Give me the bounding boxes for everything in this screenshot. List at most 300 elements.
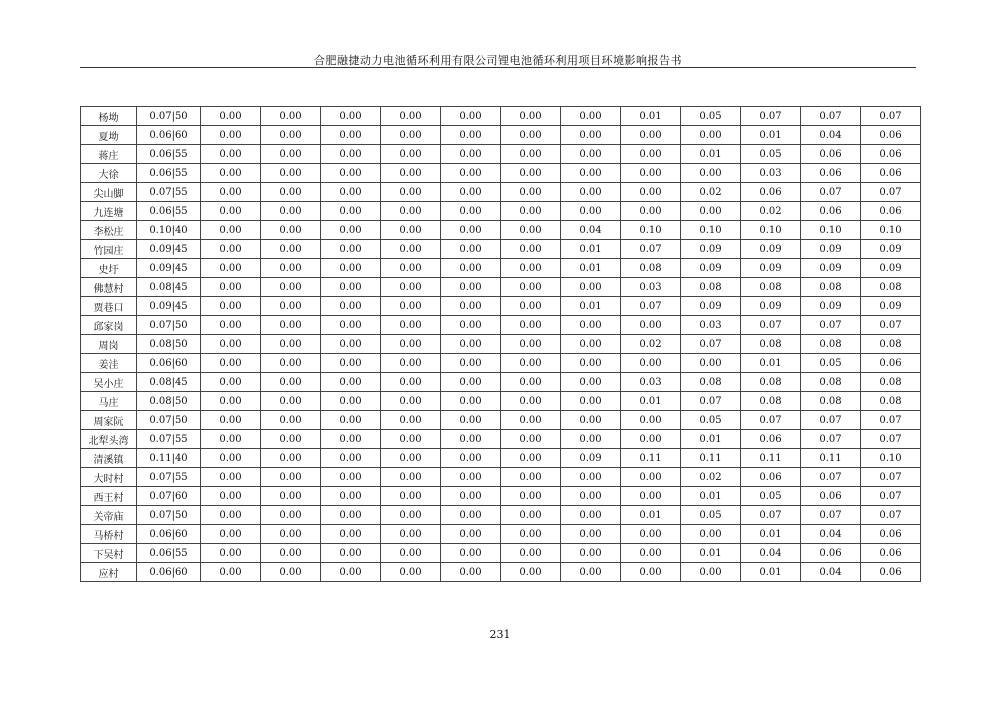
value-cell: 0.11 (801, 449, 861, 468)
value-cell: 0.01 (741, 563, 801, 582)
max-value-cell: 0.06|55 (137, 145, 201, 164)
max-value-cell: 0.08|45 (137, 373, 201, 392)
value-cell: 0.07 (741, 411, 801, 430)
value-cell: 0.00 (441, 240, 501, 259)
value-cell: 0.00 (381, 240, 441, 259)
value-cell: 0.09 (741, 297, 801, 316)
value-cell: 0.07 (861, 487, 921, 506)
value-cell: 0.00 (501, 278, 561, 297)
location-name-cell: 应村 (81, 563, 137, 582)
value-cell: 0.05 (801, 354, 861, 373)
value-cell: 0.00 (561, 126, 621, 145)
location-name-cell: 下吴村 (81, 544, 137, 563)
max-value-cell: 0.09|45 (137, 259, 201, 278)
value-cell: 0.00 (321, 525, 381, 544)
value-cell: 0.08 (861, 392, 921, 411)
max-value-cell: 0.07|55 (137, 183, 201, 202)
value-cell: 0.10 (801, 221, 861, 240)
value-cell: 0.08 (861, 278, 921, 297)
value-cell: 0.00 (381, 164, 441, 183)
value-cell: 0.00 (321, 221, 381, 240)
value-cell: 0.00 (561, 107, 621, 126)
value-cell: 0.00 (201, 430, 261, 449)
table-row (81, 411, 921, 430)
value-cell: 0.00 (321, 506, 381, 525)
location-name-cell: 夏坳 (81, 126, 137, 145)
value-cell: 0.07 (801, 468, 861, 487)
max-value-cell: 0.06|55 (137, 202, 201, 221)
value-cell: 0.00 (201, 278, 261, 297)
max-value-cell: 0.06|60 (137, 525, 201, 544)
value-cell: 0.00 (621, 525, 681, 544)
location-name-cell: 马桥村 (81, 525, 137, 544)
value-cell: 0.00 (621, 354, 681, 373)
value-cell: 0.00 (381, 221, 441, 240)
value-cell: 0.07 (741, 316, 801, 335)
value-cell: 0.00 (201, 392, 261, 411)
location-name-cell: 清溪镇 (81, 449, 137, 468)
location-name-cell: 九连塘 (81, 202, 137, 221)
value-cell: 0.05 (681, 506, 741, 525)
page-number: 231 (489, 628, 511, 641)
max-value-cell: 0.06|55 (137, 544, 201, 563)
table-row (81, 145, 921, 164)
max-value-cell: 0.07|50 (137, 107, 201, 126)
table-row (81, 354, 921, 373)
value-cell: 0.08 (741, 392, 801, 411)
value-cell: 0.06 (861, 145, 921, 164)
value-cell: 0.00 (261, 240, 321, 259)
value-cell: 0.00 (681, 202, 741, 221)
location-name-cell: 姜洼 (81, 354, 137, 373)
value-cell: 0.08 (861, 335, 921, 354)
value-cell: 0.06 (801, 164, 861, 183)
value-cell: 0.00 (261, 563, 321, 582)
value-cell: 0.07 (621, 240, 681, 259)
value-cell: 0.09 (861, 259, 921, 278)
value-cell: 0.00 (561, 373, 621, 392)
value-cell: 0.08 (801, 392, 861, 411)
value-cell: 0.00 (621, 126, 681, 145)
value-cell: 0.07 (861, 107, 921, 126)
value-cell: 0.07 (681, 335, 741, 354)
table-row (81, 449, 921, 468)
value-cell: 0.00 (381, 468, 441, 487)
value-cell: 0.06 (861, 202, 921, 221)
value-cell: 0.01 (741, 525, 801, 544)
max-value-cell: 0.09|45 (137, 240, 201, 259)
max-value-cell: 0.06|55 (137, 164, 201, 183)
value-cell: 0.00 (321, 297, 381, 316)
value-cell: 0.00 (501, 563, 561, 582)
value-cell: 0.00 (261, 183, 321, 202)
value-cell: 0.09 (681, 240, 741, 259)
value-cell: 0.00 (261, 468, 321, 487)
value-cell: 0.09 (561, 449, 621, 468)
value-cell: 0.00 (321, 335, 381, 354)
value-cell: 0.06 (861, 354, 921, 373)
value-cell: 0.11 (621, 449, 681, 468)
value-cell: 0.00 (561, 487, 621, 506)
value-cell: 0.00 (621, 316, 681, 335)
value-cell: 0.00 (501, 259, 561, 278)
value-cell: 0.00 (321, 316, 381, 335)
value-cell: 0.05 (741, 487, 801, 506)
value-cell: 0.00 (501, 240, 561, 259)
value-cell: 0.00 (441, 316, 501, 335)
value-cell: 0.04 (561, 221, 621, 240)
value-cell: 0.00 (441, 221, 501, 240)
table-row (81, 107, 921, 126)
value-cell: 0.00 (201, 335, 261, 354)
value-cell: 0.02 (681, 468, 741, 487)
table-row (81, 468, 921, 487)
value-cell: 0.00 (441, 183, 501, 202)
location-name-cell: 周岗 (81, 335, 137, 354)
value-cell: 0.00 (201, 316, 261, 335)
value-cell: 0.00 (201, 202, 261, 221)
table-body (81, 107, 921, 582)
value-cell: 0.07 (741, 107, 801, 126)
value-cell: 0.00 (441, 449, 501, 468)
value-cell: 0.00 (381, 126, 441, 145)
location-name-cell: 大时村 (81, 468, 137, 487)
table-row (81, 506, 921, 525)
value-cell: 0.00 (501, 449, 561, 468)
value-cell: 0.00 (321, 164, 381, 183)
value-cell: 0.00 (261, 221, 321, 240)
value-cell: 0.00 (501, 202, 561, 221)
value-cell: 0.01 (561, 297, 621, 316)
value-cell: 0.00 (201, 506, 261, 525)
value-cell: 0.00 (561, 202, 621, 221)
value-cell: 0.00 (201, 126, 261, 145)
value-cell: 0.00 (261, 126, 321, 145)
value-cell: 0.01 (741, 354, 801, 373)
table-row (81, 240, 921, 259)
location-name-cell: 吴小庄 (81, 373, 137, 392)
value-cell: 0.00 (201, 240, 261, 259)
value-cell: 0.06 (861, 544, 921, 563)
value-cell: 0.07 (801, 411, 861, 430)
value-cell: 0.06 (861, 126, 921, 145)
value-cell: 0.00 (261, 335, 321, 354)
max-value-cell: 0.07|55 (137, 430, 201, 449)
value-cell: 0.00 (381, 411, 441, 430)
value-cell: 0.00 (441, 373, 501, 392)
value-cell: 0.00 (261, 164, 321, 183)
value-cell: 0.09 (741, 240, 801, 259)
value-cell: 0.01 (621, 506, 681, 525)
table-row (81, 297, 921, 316)
value-cell: 0.00 (261, 525, 321, 544)
value-cell: 0.08 (621, 259, 681, 278)
table-row (81, 278, 921, 297)
value-cell: 0.00 (381, 107, 441, 126)
value-cell: 0.00 (681, 164, 741, 183)
value-cell: 0.00 (501, 411, 561, 430)
value-cell: 0.09 (861, 297, 921, 316)
value-cell: 0.00 (621, 563, 681, 582)
max-value-cell: 0.07|60 (137, 487, 201, 506)
value-cell: 0.01 (681, 487, 741, 506)
value-cell: 0.00 (501, 164, 561, 183)
value-cell: 0.00 (501, 297, 561, 316)
value-cell: 0.07 (801, 430, 861, 449)
max-value-cell: 0.11|40 (137, 449, 201, 468)
value-cell: 0.00 (201, 468, 261, 487)
value-cell: 0.00 (261, 259, 321, 278)
value-cell: 0.00 (561, 430, 621, 449)
value-cell: 0.08 (741, 335, 801, 354)
value-cell: 0.00 (201, 544, 261, 563)
table-row (81, 563, 921, 582)
value-cell: 0.07 (621, 297, 681, 316)
value-cell: 0.00 (201, 259, 261, 278)
value-cell: 0.06 (861, 525, 921, 544)
table-row (81, 487, 921, 506)
value-cell: 0.00 (501, 183, 561, 202)
value-cell: 0.08 (861, 373, 921, 392)
location-name-cell: 北犁头湾 (81, 430, 137, 449)
value-cell: 0.00 (201, 373, 261, 392)
value-cell: 0.00 (501, 221, 561, 240)
value-cell: 0.00 (561, 468, 621, 487)
max-value-cell: 0.08|45 (137, 278, 201, 297)
value-cell: 0.06 (801, 544, 861, 563)
value-cell: 0.00 (621, 202, 681, 221)
value-cell: 0.00 (501, 487, 561, 506)
value-cell: 0.00 (681, 563, 741, 582)
value-cell: 0.11 (741, 449, 801, 468)
value-cell: 0.04 (741, 544, 801, 563)
value-cell: 0.07 (801, 506, 861, 525)
value-cell: 0.00 (201, 297, 261, 316)
value-cell: 0.00 (321, 354, 381, 373)
value-cell: 0.00 (261, 449, 321, 468)
value-cell: 0.11 (681, 449, 741, 468)
value-cell: 0.07 (741, 506, 801, 525)
value-cell: 0.06 (801, 202, 861, 221)
max-value-cell: 0.07|50 (137, 506, 201, 525)
value-cell: 0.01 (681, 544, 741, 563)
value-cell: 0.04 (801, 563, 861, 582)
value-cell: 0.05 (741, 145, 801, 164)
value-cell: 0.05 (681, 411, 741, 430)
value-cell: 0.00 (561, 563, 621, 582)
value-cell: 0.09 (681, 259, 741, 278)
value-cell: 0.10 (621, 221, 681, 240)
value-cell: 0.02 (621, 335, 681, 354)
value-cell: 0.00 (501, 316, 561, 335)
value-cell: 0.01 (621, 392, 681, 411)
value-cell: 0.00 (621, 468, 681, 487)
table-row (81, 202, 921, 221)
value-cell: 0.01 (741, 126, 801, 145)
max-value-cell: 0.10|40 (137, 221, 201, 240)
table-row (81, 221, 921, 240)
value-cell: 0.07 (681, 392, 741, 411)
value-cell: 0.00 (201, 487, 261, 506)
max-value-cell: 0.08|50 (137, 335, 201, 354)
value-cell: 0.09 (681, 297, 741, 316)
location-name-cell: 李松庄 (81, 221, 137, 240)
value-cell: 0.00 (441, 278, 501, 297)
max-value-cell: 0.07|50 (137, 316, 201, 335)
value-cell: 0.00 (441, 126, 501, 145)
value-cell: 0.00 (501, 145, 561, 164)
value-cell: 0.00 (381, 449, 441, 468)
location-name-cell: 周家阮 (81, 411, 137, 430)
value-cell: 0.00 (501, 392, 561, 411)
value-cell: 0.00 (441, 487, 501, 506)
header-rule (80, 67, 916, 68)
location-name-cell: 竹园庄 (81, 240, 137, 259)
value-cell: 0.00 (621, 145, 681, 164)
value-cell: 0.00 (381, 525, 441, 544)
value-cell: 0.07 (861, 316, 921, 335)
value-cell: 0.08 (801, 373, 861, 392)
value-cell: 0.00 (441, 145, 501, 164)
value-cell: 0.07 (801, 183, 861, 202)
value-cell: 0.06 (801, 487, 861, 506)
value-cell: 0.00 (261, 430, 321, 449)
value-cell: 0.00 (201, 107, 261, 126)
value-cell: 0.00 (381, 487, 441, 506)
value-cell: 0.00 (381, 145, 441, 164)
value-cell: 0.00 (561, 506, 621, 525)
location-name-cell: 马庄 (81, 392, 137, 411)
value-cell: 0.00 (321, 563, 381, 582)
value-cell: 0.00 (261, 278, 321, 297)
table-row (81, 430, 921, 449)
value-cell: 0.00 (261, 506, 321, 525)
value-cell: 0.02 (681, 183, 741, 202)
value-cell: 0.02 (741, 202, 801, 221)
value-cell: 0.00 (321, 392, 381, 411)
value-cell: 0.08 (741, 373, 801, 392)
value-cell: 0.00 (261, 392, 321, 411)
value-cell: 0.00 (261, 373, 321, 392)
value-cell: 0.00 (261, 544, 321, 563)
location-name-cell: 尖山脚 (81, 183, 137, 202)
value-cell: 0.00 (321, 544, 381, 563)
table-row (81, 525, 921, 544)
location-name-cell: 大徐 (81, 164, 137, 183)
value-cell: 0.00 (321, 468, 381, 487)
value-cell: 0.00 (501, 506, 561, 525)
value-cell: 0.00 (561, 278, 621, 297)
value-cell: 0.06 (741, 183, 801, 202)
max-value-cell: 0.07|55 (137, 468, 201, 487)
value-cell: 0.00 (201, 525, 261, 544)
value-cell: 0.00 (561, 145, 621, 164)
location-name-cell: 蒋庄 (81, 145, 137, 164)
value-cell: 0.06 (861, 164, 921, 183)
location-name-cell: 贾巷口 (81, 297, 137, 316)
value-cell: 0.00 (381, 202, 441, 221)
value-cell: 0.00 (681, 354, 741, 373)
value-cell: 0.06 (741, 430, 801, 449)
value-cell: 0.10 (681, 221, 741, 240)
table-row (81, 126, 921, 145)
value-cell: 0.00 (561, 411, 621, 430)
value-cell: 0.07 (801, 107, 861, 126)
value-cell: 0.00 (501, 354, 561, 373)
location-name-cell: 邱家岗 (81, 316, 137, 335)
max-value-cell: 0.08|50 (137, 392, 201, 411)
max-value-cell: 0.06|60 (137, 354, 201, 373)
value-cell: 0.07 (861, 468, 921, 487)
value-cell: 0.00 (561, 335, 621, 354)
value-cell: 0.00 (201, 354, 261, 373)
value-cell: 0.00 (681, 525, 741, 544)
value-cell: 0.10 (861, 449, 921, 468)
value-cell: 0.04 (801, 525, 861, 544)
value-cell: 0.04 (801, 126, 861, 145)
value-cell: 0.03 (681, 316, 741, 335)
value-cell: 0.00 (501, 468, 561, 487)
value-cell: 0.00 (501, 107, 561, 126)
value-cell: 0.03 (621, 278, 681, 297)
value-cell: 0.08 (681, 373, 741, 392)
value-cell: 0.07 (861, 430, 921, 449)
value-cell: 0.00 (441, 354, 501, 373)
value-cell: 0.00 (381, 354, 441, 373)
table-row (81, 316, 921, 335)
value-cell: 0.00 (561, 164, 621, 183)
table-row (81, 259, 921, 278)
value-cell: 0.01 (681, 430, 741, 449)
value-cell: 0.07 (861, 411, 921, 430)
value-cell: 0.00 (441, 297, 501, 316)
value-cell: 0.00 (441, 335, 501, 354)
data-table (80, 106, 921, 582)
value-cell: 0.00 (261, 297, 321, 316)
value-cell: 0.00 (441, 544, 501, 563)
value-cell: 0.00 (561, 316, 621, 335)
value-cell: 0.00 (381, 430, 441, 449)
value-cell: 0.00 (441, 259, 501, 278)
value-cell: 0.10 (861, 221, 921, 240)
location-name-cell: 佛慧村 (81, 278, 137, 297)
value-cell: 0.08 (681, 278, 741, 297)
value-cell: 0.00 (381, 373, 441, 392)
value-cell: 0.00 (261, 145, 321, 164)
table-row (81, 183, 921, 202)
location-name-cell: 关帝庙 (81, 506, 137, 525)
value-cell: 0.00 (561, 525, 621, 544)
value-cell: 0.00 (441, 202, 501, 221)
page-header-title: 合肥融捷动力电池循环利用有限公司锂电池循环利用项目环境影响报告书 (314, 54, 682, 67)
location-name-cell: 史圩 (81, 259, 137, 278)
value-cell: 0.00 (441, 506, 501, 525)
location-name-cell: 西王村 (81, 487, 137, 506)
value-cell: 0.00 (441, 411, 501, 430)
value-cell: 0.00 (621, 411, 681, 430)
value-cell: 0.00 (201, 449, 261, 468)
value-cell: 0.00 (261, 107, 321, 126)
value-cell: 0.00 (321, 373, 381, 392)
value-cell: 0.00 (381, 297, 441, 316)
max-value-cell: 0.06|60 (137, 563, 201, 582)
value-cell: 0.00 (441, 430, 501, 449)
value-cell: 0.00 (501, 126, 561, 145)
value-cell: 0.01 (621, 107, 681, 126)
value-cell: 0.00 (261, 202, 321, 221)
value-cell: 0.00 (261, 354, 321, 373)
value-cell: 0.00 (321, 145, 381, 164)
